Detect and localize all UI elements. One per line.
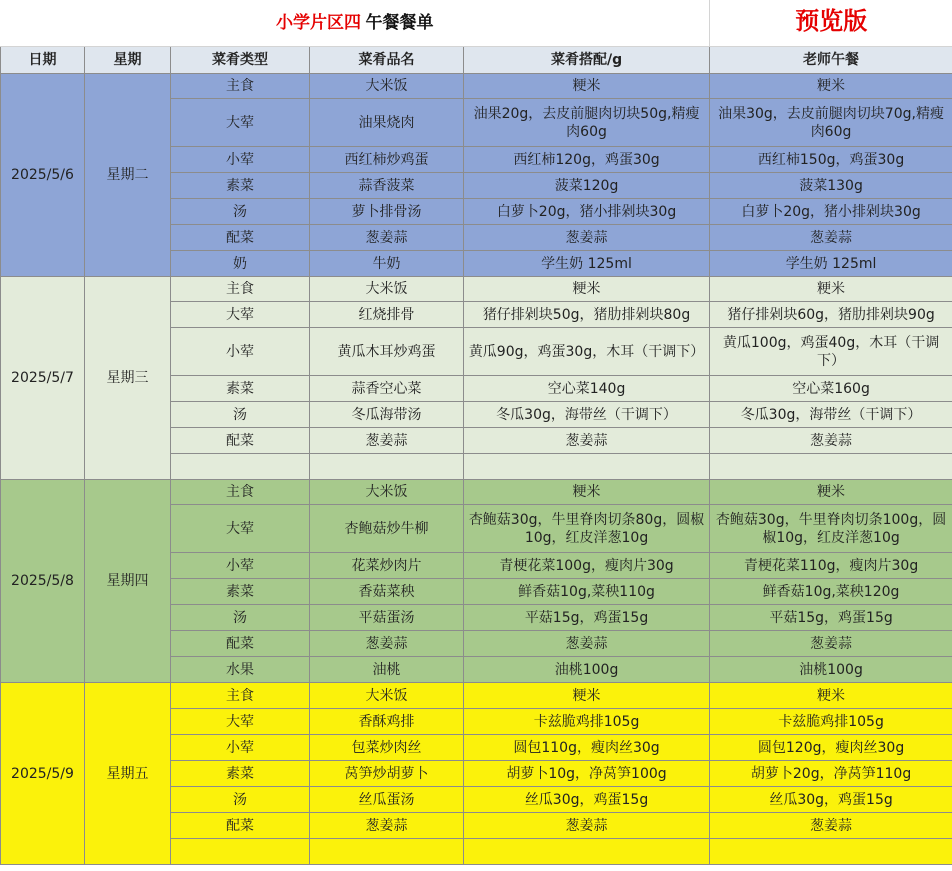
teacher-lunch-cell: 油果30g，去皮前腿肉切块70g,精瘦肉60g	[710, 99, 952, 147]
header-dish-name: 菜肴品名	[310, 47, 464, 74]
menu-row	[1, 480, 952, 505]
dish-name-cell: 西红柿炒鸡蛋	[310, 147, 464, 173]
title-row	[1, 0, 952, 47]
dish-name-cell: 香菇菜秧	[310, 579, 464, 605]
teacher-lunch-cell: 菠菜130g	[710, 173, 952, 199]
weekday-cell: 星期二	[85, 74, 171, 277]
dish-type-cell: 小荤	[171, 147, 310, 173]
dish-type-cell: 主食	[171, 683, 310, 709]
ingredients-cell: 葱姜蒜	[464, 428, 710, 454]
menu-row	[1, 683, 952, 709]
weekday-cell: 星期三	[85, 277, 171, 480]
teacher-lunch-cell: 西红柿150g，鸡蛋30g	[710, 147, 952, 173]
dish-type-cell: 水果	[171, 657, 310, 683]
header-teacher-lunch: 老师午餐	[710, 47, 952, 74]
ingredients-cell	[464, 839, 710, 865]
dish-type-cell	[171, 454, 310, 480]
ingredients-cell: 丝瓜30g，鸡蛋15g	[464, 787, 710, 813]
dish-name-cell	[310, 839, 464, 865]
teacher-lunch-cell: 空心菜160g	[710, 376, 952, 402]
ingredients-cell: 粳米	[464, 480, 710, 505]
dish-type-cell: 大荤	[171, 505, 310, 553]
dish-name-cell: 包菜炒肉丝	[310, 735, 464, 761]
dish-name-cell: 葱姜蒜	[310, 631, 464, 657]
teacher-lunch-cell: 平菇15g，鸡蛋15g	[710, 605, 952, 631]
menu-title	[1, 0, 710, 47]
dish-name-cell: 大米饭	[310, 683, 464, 709]
dish-name-cell: 莴笋炒胡萝卜	[310, 761, 464, 787]
weekday-cell: 星期五	[85, 683, 171, 865]
ingredients-cell: 杏鲍菇30g，牛里脊肉切条80g，圆椒10g，红皮洋葱10g	[464, 505, 710, 553]
preview-text: 预览版	[795, 7, 868, 35]
dish-name-cell: 油桃	[310, 657, 464, 683]
dish-name-cell	[310, 454, 464, 480]
dish-name-cell: 葱姜蒜	[310, 428, 464, 454]
teacher-lunch-cell: 胡萝卜20g，净莴笋110g	[710, 761, 952, 787]
ingredients-cell: 猪仔排剁块50g，猪肋排剁块80g	[464, 302, 710, 328]
header-weekday: 星期	[85, 47, 171, 74]
dish-name-cell: 杏鲍菇炒牛柳	[310, 505, 464, 553]
preview-label	[710, 0, 952, 47]
teacher-lunch-cell: 葱姜蒜	[710, 813, 952, 839]
header-dish-type: 菜肴类型	[171, 47, 310, 74]
dish-type-cell	[171, 839, 310, 865]
dish-type-cell: 汤	[171, 787, 310, 813]
menu-row	[1, 74, 952, 99]
dish-name-cell: 油果烧肉	[310, 99, 464, 147]
teacher-lunch-cell: 葱姜蒜	[710, 428, 952, 454]
teacher-lunch-cell: 猪仔排剁块60g，猪肋排剁块90g	[710, 302, 952, 328]
teacher-lunch-cell	[710, 454, 952, 480]
ingredients-cell: 油果20g，去皮前腿肉切块50g,精瘦肉60g	[464, 99, 710, 147]
dish-type-cell: 小荤	[171, 735, 310, 761]
ingredients-cell: 青梗花菜100g，瘦肉片30g	[464, 553, 710, 579]
teacher-lunch-cell: 冬瓜30g，海带丝（干调下）	[710, 402, 952, 428]
ingredients-cell: 葱姜蒜	[464, 813, 710, 839]
teacher-lunch-cell	[710, 839, 952, 865]
dish-type-cell: 大荤	[171, 709, 310, 735]
dish-name-cell: 葱姜蒜	[310, 225, 464, 251]
date-cell: 2025/5/6	[1, 74, 85, 277]
ingredients-cell: 油桃100g	[464, 657, 710, 683]
dish-type-cell: 大荤	[171, 99, 310, 147]
teacher-lunch-cell: 粳米	[710, 74, 952, 99]
dish-type-cell: 汤	[171, 605, 310, 631]
header-ingredients: 菜肴搭配/g	[464, 47, 710, 74]
ingredients-cell: 卡兹脆鸡排105g	[464, 709, 710, 735]
teacher-lunch-cell: 葱姜蒜	[710, 631, 952, 657]
ingredients-cell: 空心菜140g	[464, 376, 710, 402]
menu-name: 午餐餐单	[365, 12, 434, 33]
dish-type-cell: 素菜	[171, 376, 310, 402]
dish-name-cell: 丝瓜蛋汤	[310, 787, 464, 813]
weekday-cell: 星期四	[85, 480, 171, 683]
dish-type-cell: 汤	[171, 199, 310, 225]
teacher-lunch-cell: 黄瓜100g，鸡蛋40g，木耳（干调下）	[710, 328, 952, 376]
ingredients-cell: 粳米	[464, 683, 710, 709]
dish-type-cell: 大荤	[171, 302, 310, 328]
teacher-lunch-cell: 粳米	[710, 277, 952, 302]
dish-name-cell: 红烧排骨	[310, 302, 464, 328]
dish-name-cell: 蒜香空心菜	[310, 376, 464, 402]
ingredients-cell: 葱姜蒜	[464, 631, 710, 657]
dish-name-cell: 萝卜排骨汤	[310, 199, 464, 225]
dish-name-cell: 大米饭	[310, 277, 464, 302]
dish-type-cell: 小荤	[171, 553, 310, 579]
dish-type-cell: 配菜	[171, 225, 310, 251]
dish-type-cell: 奶	[171, 251, 310, 277]
date-cell: 2025/5/9	[1, 683, 85, 865]
dish-type-cell: 素菜	[171, 761, 310, 787]
ingredients-cell: 粳米	[464, 74, 710, 99]
ingredients-cell: 西红柿120g，鸡蛋30g	[464, 147, 710, 173]
ingredients-cell: 粳米	[464, 277, 710, 302]
teacher-lunch-cell: 杏鲍菇30g，牛里脊肉切条100g，圆椒10g，红皮洋葱10g	[710, 505, 952, 553]
dish-type-cell: 素菜	[171, 579, 310, 605]
teacher-lunch-cell: 学生奶 125ml	[710, 251, 952, 277]
ingredients-cell: 鲜香菇10g,菜秧110g	[464, 579, 710, 605]
dish-type-cell: 主食	[171, 277, 310, 302]
dish-type-cell: 主食	[171, 74, 310, 99]
menu-row	[1, 277, 952, 302]
dish-name-cell: 蒜香菠菜	[310, 173, 464, 199]
date-cell: 2025/5/7	[1, 277, 85, 480]
dish-type-cell: 主食	[171, 480, 310, 505]
header-date: 日期	[1, 47, 85, 74]
dish-name-cell: 牛奶	[310, 251, 464, 277]
teacher-lunch-cell: 卡兹脆鸡排105g	[710, 709, 952, 735]
dish-type-cell: 素菜	[171, 173, 310, 199]
school-name: 小学片区四	[276, 12, 362, 33]
teacher-lunch-cell: 圆包120g，瘦肉丝30g	[710, 735, 952, 761]
dish-type-cell: 配菜	[171, 428, 310, 454]
dish-name-cell: 冬瓜海带汤	[310, 402, 464, 428]
ingredients-cell: 平菇15g，鸡蛋15g	[464, 605, 710, 631]
teacher-lunch-cell: 油桃100g	[710, 657, 952, 683]
dish-name-cell: 大米饭	[310, 480, 464, 505]
dish-name-cell: 葱姜蒜	[310, 813, 464, 839]
dish-type-cell: 配菜	[171, 813, 310, 839]
ingredients-cell: 菠菜120g	[464, 173, 710, 199]
dish-name-cell: 花菜炒肉片	[310, 553, 464, 579]
dish-name-cell: 大米饭	[310, 74, 464, 99]
teacher-lunch-cell: 白萝卜20g，猪小排剁块30g	[710, 199, 952, 225]
date-cell: 2025/5/8	[1, 480, 85, 683]
ingredients-cell: 冬瓜30g，海带丝（干调下）	[464, 402, 710, 428]
teacher-lunch-cell: 粳米	[710, 480, 952, 505]
ingredients-cell: 黄瓜90g，鸡蛋30g，木耳（干调下）	[464, 328, 710, 376]
dish-name-cell: 黄瓜木耳炒鸡蛋	[310, 328, 464, 376]
ingredients-cell: 白萝卜20g，猪小排剁块30g	[464, 199, 710, 225]
dish-type-cell: 小荤	[171, 328, 310, 376]
ingredients-cell: 圆包110g，瘦肉丝30g	[464, 735, 710, 761]
teacher-lunch-cell: 青梗花菜110g，瘦肉片30g	[710, 553, 952, 579]
teacher-lunch-cell: 丝瓜30g，鸡蛋15g	[710, 787, 952, 813]
dish-name-cell: 平菇蛋汤	[310, 605, 464, 631]
ingredients-cell: 学生奶 125ml	[464, 251, 710, 277]
dish-name-cell: 香酥鸡排	[310, 709, 464, 735]
dish-type-cell: 汤	[171, 402, 310, 428]
header-row	[1, 47, 952, 74]
teacher-lunch-cell: 鲜香菇10g,菜秧120g	[710, 579, 952, 605]
dish-type-cell: 配菜	[171, 631, 310, 657]
ingredients-cell: 葱姜蒜	[464, 225, 710, 251]
ingredients-cell: 胡萝卜10g，净莴笋100g	[464, 761, 710, 787]
teacher-lunch-cell: 粳米	[710, 683, 952, 709]
teacher-lunch-cell: 葱姜蒜	[710, 225, 952, 251]
ingredients-cell	[464, 454, 710, 480]
